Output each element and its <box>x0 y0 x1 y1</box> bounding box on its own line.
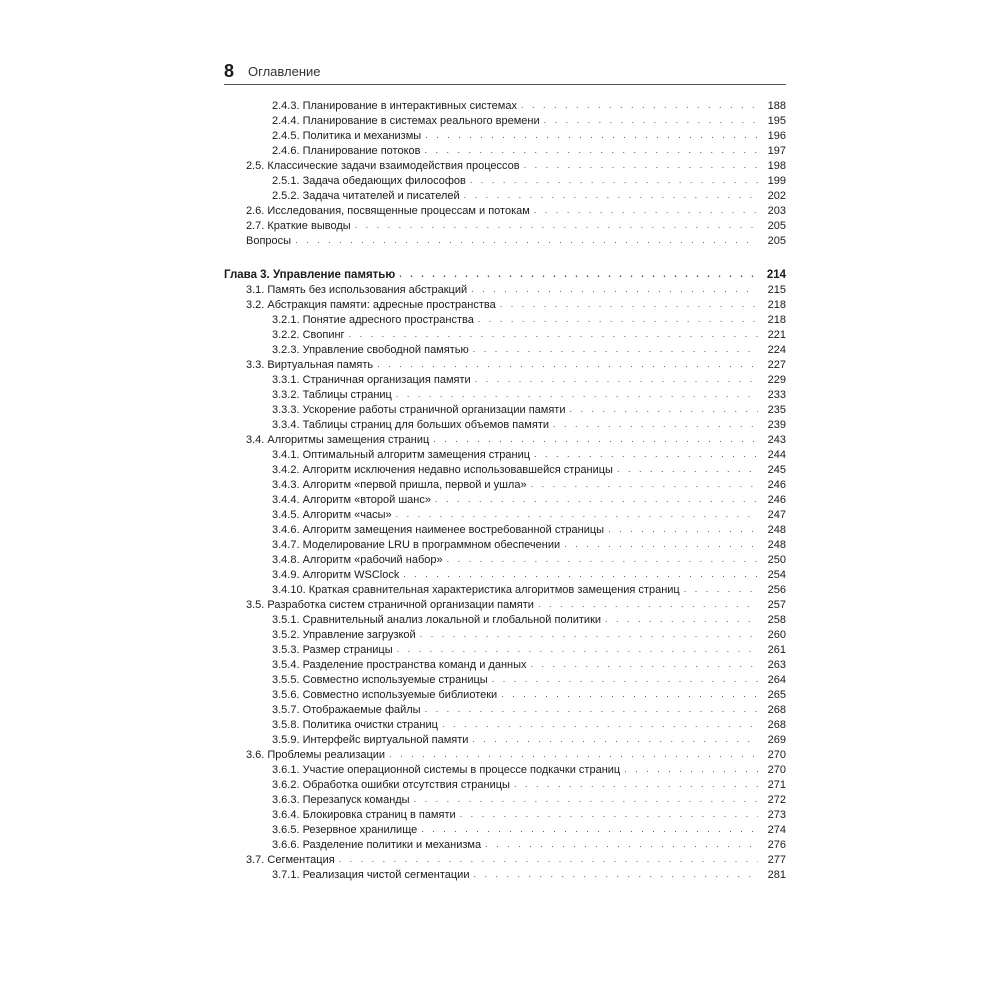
toc-entry[interactable] <box>224 658 786 673</box>
toc-entry-title: 3.5. Разработка систем страничной организации памяти <box>246 599 534 611</box>
toc-entry-title: 3.2.1. Понятие адресного пространства <box>272 314 474 326</box>
toc-entry-page: 265 <box>767 689 786 701</box>
toc-entry[interactable] <box>224 688 786 703</box>
toc-entry-page: 205 <box>767 220 786 232</box>
toc-entry-page: 196 <box>767 130 786 142</box>
toc-entry-title: 3.4.8. Алгоритм «рабочий набор» <box>272 554 443 566</box>
toc-entry[interactable] <box>224 189 786 204</box>
table-of-contents <box>224 99 786 883</box>
toc-entry-title: 3.5.1. Сравнительный анализ локальной и глобальной политики <box>272 614 602 626</box>
toc-entry[interactable] <box>224 538 786 553</box>
dot-leader <box>485 837 758 852</box>
toc-entry-title: 3.4. Алгоритмы замещения страниц <box>246 434 430 446</box>
dot-leader <box>569 402 758 417</box>
toc-entry-page: 264 <box>767 674 786 686</box>
toc-entry-page: 248 <box>767 539 786 551</box>
toc-entry-page: 235 <box>767 404 786 416</box>
dot-leader <box>442 717 758 732</box>
toc-entry-page: 244 <box>767 449 786 461</box>
dot-leader <box>389 747 758 762</box>
dot-leader <box>524 158 758 173</box>
toc-entry[interactable] <box>224 868 786 883</box>
toc-entry[interactable] <box>224 808 786 823</box>
dot-leader <box>684 582 758 597</box>
toc-entry-page: 247 <box>767 509 786 521</box>
dot-leader <box>473 342 758 357</box>
section-gap <box>224 249 786 268</box>
toc-entry-title: 3.6.6. Разделение политики и механизма <box>272 839 482 851</box>
toc-entry-title: 3.4.7. Моделирование LRU в программном обеспечении <box>272 539 561 551</box>
toc-entry-page: 245 <box>767 464 786 476</box>
toc-entry-page: 199 <box>767 175 786 187</box>
toc-entry[interactable] <box>224 418 786 433</box>
dot-leader <box>475 372 758 387</box>
toc-entry-page: 270 <box>767 749 786 761</box>
toc-entry-page: 214 <box>766 269 786 281</box>
dot-leader <box>420 627 758 642</box>
dot-leader <box>421 822 758 837</box>
dot-leader <box>500 297 758 312</box>
toc-entry-title: 3.5.2. Управление загрузкой <box>272 629 416 641</box>
toc-entry[interactable] <box>224 129 786 144</box>
dot-leader <box>396 507 758 522</box>
dot-leader <box>538 597 758 612</box>
toc-entry[interactable] <box>224 553 786 568</box>
dot-leader <box>534 447 758 462</box>
toc-entry-page: 270 <box>767 764 786 776</box>
toc-entry-title: 3.7.1. Реализация чистой сегментации <box>272 869 470 881</box>
toc-entry[interactable] <box>224 628 786 643</box>
toc-entry-page: 250 <box>767 554 786 566</box>
toc-entry[interactable] <box>224 673 786 688</box>
toc-entry-title: 3.5.7. Отображаемые файлы <box>272 704 421 716</box>
toc-entry-title: 3.4.3. Алгоритм «первой пришла, первой и ушла» <box>272 479 527 491</box>
dot-leader <box>464 188 758 203</box>
toc-entry-page: 218 <box>767 314 786 326</box>
toc-entry-page: 268 <box>767 704 786 716</box>
toc-entry-title: 3.5.6. Совместно используемые библиотеки <box>272 689 498 701</box>
dot-leader <box>478 312 758 327</box>
dot-leader <box>433 432 758 447</box>
toc-entry-page: 218 <box>767 299 786 311</box>
toc-entry[interactable] <box>224 523 786 538</box>
toc-entry[interactable] <box>224 403 786 418</box>
toc-entry-page: 188 <box>767 100 786 112</box>
toc-entry-title: 3.6.1. Участие операционной системы в процессе подкачки страниц <box>272 764 621 776</box>
toc-entry-page: 224 <box>767 344 786 356</box>
toc-entry-page: 269 <box>767 734 786 746</box>
toc-entry[interactable] <box>224 643 786 658</box>
toc-entry[interactable] <box>224 328 786 343</box>
dot-leader <box>514 777 758 792</box>
toc-entry[interactable] <box>224 703 786 718</box>
toc-entry-page: 273 <box>767 809 786 821</box>
toc-entry-title: 3.2.3. Управление свободной памятью <box>272 344 469 356</box>
toc-entry[interactable] <box>224 159 786 174</box>
toc-entry[interactable] <box>224 174 786 189</box>
toc-entry[interactable] <box>224 493 786 508</box>
dot-leader <box>553 417 758 432</box>
toc-entry[interactable] <box>224 598 786 613</box>
toc-entry[interactable] <box>224 613 786 628</box>
dot-leader <box>414 792 758 807</box>
toc-entry-page: 203 <box>767 205 786 217</box>
dot-leader <box>397 642 758 657</box>
toc-entry-title: 3.2.2. Свопинг <box>272 329 345 341</box>
toc-entry-title: 3.2. Абстракция памяти: адресные пространства <box>246 299 496 311</box>
toc-entry-page: 268 <box>767 719 786 731</box>
toc-entry[interactable] <box>224 204 786 219</box>
toc-entry-title: 3.4.6. Алгоритм замещения наименее востребованной страницы <box>272 524 605 536</box>
toc-entry-title: 3.4.4. Алгоритм «второй шанс» <box>272 494 431 506</box>
dot-leader <box>339 852 758 867</box>
toc-entry-title: 3.4.5. Алгоритм «часы» <box>272 509 392 521</box>
toc-entry-page: 243 <box>767 434 786 446</box>
toc-entry-title: 3.5.9. Интерфейс виртуальной памяти <box>272 734 469 746</box>
toc-entry-title: Глава 3. Управление памятью <box>224 269 396 281</box>
dot-leader <box>544 113 758 128</box>
dot-leader <box>531 477 758 492</box>
toc-entry-page: 195 <box>767 115 786 127</box>
toc-entry-page: 246 <box>767 479 786 491</box>
toc-entry-page: 248 <box>767 524 786 536</box>
toc-entry-title: 2.5.1. Задача обедающих философов <box>272 175 466 187</box>
toc-entry[interactable] <box>224 373 786 388</box>
dot-leader <box>435 492 758 507</box>
toc-entry-page: 261 <box>767 644 786 656</box>
toc-entry-title: 3.6.5. Резервное хранилище <box>272 824 418 836</box>
toc-entry-page: 233 <box>767 389 786 401</box>
toc-entry-page: 239 <box>767 419 786 431</box>
dot-leader <box>403 567 758 582</box>
toc-entry[interactable] <box>224 144 786 159</box>
dot-leader <box>424 143 758 158</box>
toc-entry-page: 197 <box>767 145 786 157</box>
toc-entry-title: 3.4.10. Краткая сравнительная характеристика алгоритмов замещения страниц <box>272 584 680 596</box>
toc-entry-title: 2.6. Исследования, посвященные процессам и потокам <box>246 205 530 217</box>
toc-entry[interactable] <box>224 234 786 249</box>
toc-entry-page: 258 <box>767 614 786 626</box>
toc-entry-title: 2.5.2. Задача читателей и писателей <box>272 190 460 202</box>
toc-entry-title: 3.4.9. Алгоритм WSClock <box>272 569 400 581</box>
toc-entry[interactable] <box>224 583 786 598</box>
dot-leader <box>471 282 758 297</box>
toc-entry-title: 3.3. Виртуальная память <box>246 359 374 371</box>
toc-entry[interactable] <box>224 343 786 358</box>
dot-leader <box>355 218 758 233</box>
toc-entry[interactable] <box>224 838 786 853</box>
toc-entry-title: 3.4.2. Алгоритм исключения недавно использовавшейся страницы <box>272 464 613 476</box>
dot-leader <box>624 762 758 777</box>
toc-entry[interactable] <box>224 448 786 463</box>
toc-entry-title: 3.5.5. Совместно используемые страницы <box>272 674 488 686</box>
toc-entry[interactable] <box>224 778 786 793</box>
dot-leader <box>564 537 758 552</box>
dot-leader <box>396 387 758 402</box>
toc-entry[interactable] <box>224 478 786 493</box>
toc-entry-page: 221 <box>767 329 786 341</box>
toc-entry-title: 2.4.5. Политика и механизмы <box>272 130 422 142</box>
toc-entry[interactable] <box>224 568 786 583</box>
toc-entry-page: 229 <box>767 374 786 386</box>
toc-entry[interactable] <box>224 114 786 129</box>
toc-entry[interactable] <box>224 748 786 763</box>
dot-leader <box>399 267 758 282</box>
page-number: 8 <box>224 61 235 81</box>
toc-entry[interactable] <box>224 853 786 868</box>
toc-entry-page: 205 <box>767 235 786 247</box>
toc-entry[interactable] <box>224 99 786 114</box>
toc-entry[interactable] <box>224 508 786 523</box>
dot-leader <box>460 807 758 822</box>
dot-leader <box>472 732 758 747</box>
dot-leader <box>608 522 758 537</box>
toc-entry-title: 3.4.1. Оптимальный алгоритм замещения страниц <box>272 449 531 461</box>
toc-entry-title: 3.6. Проблемы реализации <box>246 749 386 761</box>
toc-entry-title: 3.6.2. Обработка ошибки отсутствия страницы <box>272 779 510 791</box>
toc-entry-title: 3.7. Сегментация <box>246 854 335 866</box>
toc-entry-page: 227 <box>767 359 786 371</box>
toc-entry-page: 276 <box>767 839 786 851</box>
dot-leader <box>349 327 758 342</box>
dot-leader <box>501 687 758 702</box>
dot-leader <box>425 702 758 717</box>
toc-entry-title: 2.7. Краткие выводы <box>246 220 351 232</box>
dot-leader <box>470 173 758 188</box>
dot-leader <box>425 128 758 143</box>
dot-leader <box>521 98 758 113</box>
page-header <box>224 58 786 85</box>
toc-entry-page: 277 <box>767 854 786 866</box>
toc-entry-page: 256 <box>767 584 786 596</box>
toc-entry[interactable] <box>224 283 786 298</box>
toc-entry-page: 272 <box>767 794 786 806</box>
toc-entry-page: 198 <box>767 160 786 172</box>
toc-entry[interactable] <box>224 763 786 778</box>
toc-chapter-entry[interactable] <box>224 268 786 283</box>
dot-leader <box>295 233 758 248</box>
toc-entry-title: 3.6.3. Перезапуск команды <box>272 794 410 806</box>
toc-entry[interactable] <box>224 823 786 838</box>
toc-entry-title: 3.3.4. Таблицы страниц для больших объемов памяти <box>272 419 550 431</box>
dot-leader <box>447 552 758 567</box>
toc-entry-title: 3.3.3. Ускорение работы страничной организации памяти <box>272 404 566 416</box>
toc-entry-title: 2.5. Классические задачи взаимодействия процессов <box>246 160 520 172</box>
toc-entry[interactable] <box>224 718 786 733</box>
dot-leader <box>492 672 758 687</box>
toc-entry[interactable] <box>224 433 786 448</box>
toc-entry-page: 274 <box>767 824 786 836</box>
dot-leader <box>617 462 758 477</box>
toc-entry-title: 3.3.1. Страничная организация памяти <box>272 374 471 386</box>
toc-entry-title: 2.4.4. Планирование в системах реального времени <box>272 115 540 127</box>
dot-leader <box>377 357 758 372</box>
dot-leader <box>605 612 758 627</box>
dot-leader <box>531 657 759 672</box>
toc-entry-title: 2.4.6. Планирование потоков <box>272 145 421 157</box>
toc-entry-page: 246 <box>767 494 786 506</box>
toc-entry-page: 254 <box>767 569 786 581</box>
dot-leader <box>534 203 758 218</box>
toc-entry-title: 3.6.4. Блокировка страниц в памяти <box>272 809 456 821</box>
toc-entry[interactable] <box>224 298 786 313</box>
toc-entry[interactable] <box>224 733 786 748</box>
running-title: Оглавление <box>248 64 321 79</box>
toc-entry-title: 3.5.3. Размер страницы <box>272 644 393 656</box>
toc-entry[interactable] <box>224 463 786 478</box>
toc-entry-title: 3.3.2. Таблицы страниц <box>272 389 392 401</box>
toc-entry-title: 2.4.3. Планирование в интерактивных системах <box>272 100 517 112</box>
toc-entry-page: 202 <box>767 190 786 202</box>
toc-entry-page: 271 <box>767 779 786 791</box>
toc-entry[interactable] <box>224 313 786 328</box>
toc-entry-page: 215 <box>767 284 786 296</box>
toc-entry-title: 3.1. Память без использования абстракций <box>246 284 468 296</box>
toc-entry-page: 263 <box>767 659 786 671</box>
toc-entry-page: 257 <box>767 599 786 611</box>
dot-leader <box>473 867 758 882</box>
toc-entry[interactable] <box>224 358 786 373</box>
toc-entry[interactable] <box>224 388 786 403</box>
toc-entry-page: 281 <box>767 869 786 881</box>
toc-entry[interactable] <box>224 793 786 808</box>
toc-entry-title: 3.5.8. Политика очистки страниц <box>272 719 438 731</box>
toc-entry-page: 260 <box>767 629 786 641</box>
toc-entry-title: Вопросы <box>246 235 292 247</box>
toc-entry[interactable] <box>224 219 786 234</box>
toc-entry-title: 3.5.4. Разделение пространства команд и данных <box>272 659 527 671</box>
